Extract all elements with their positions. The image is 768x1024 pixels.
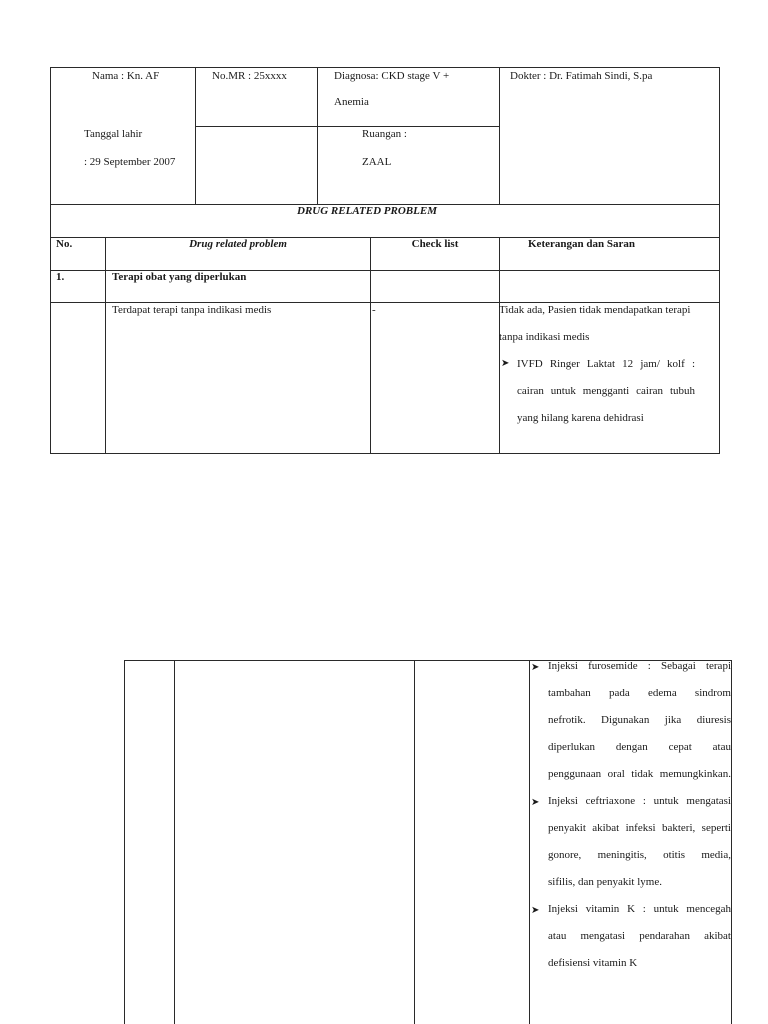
bullet-line: penyakit akibat infeksi bakteri, seperti bbox=[548, 822, 731, 834]
patient-name: Nama : Kn. AF bbox=[92, 70, 160, 82]
bullet-line: atau mengatasi pendarahan akibat bbox=[548, 930, 731, 942]
col-divider bbox=[174, 660, 175, 1024]
doctor: Dokter : Dr. Fatimah Sindi, S.pa bbox=[510, 70, 653, 82]
bullet-line: Injeksi vitamin K : untuk mencegah bbox=[548, 903, 731, 915]
col-header-no: No. bbox=[56, 238, 73, 250]
col-divider bbox=[414, 660, 415, 1024]
room-value: ZAAL bbox=[362, 156, 392, 168]
bullet-line: Injeksi ceftriaxone : untuk mengatasi bbox=[548, 795, 731, 807]
table-border-right bbox=[731, 660, 732, 1024]
birthdate-label: Tanggal lahir bbox=[84, 128, 143, 140]
col-divider bbox=[370, 237, 371, 454]
row-number: 1. bbox=[56, 271, 65, 283]
keterangan-line: tanpa indikasi medis bbox=[499, 331, 590, 343]
col-divider bbox=[529, 660, 530, 1024]
bullet-vitamin-k bbox=[548, 903, 731, 984]
table-border-right bbox=[719, 67, 720, 454]
problem-text: Terdapat terapi tanpa indikasi medis bbox=[112, 304, 272, 316]
keterangan-line: Tidak ada, Pasien tidak mendapatkan terapi bbox=[499, 304, 691, 316]
diagnosis-line1: Diagnosa: CKD stage V + bbox=[334, 70, 450, 82]
bullet-line: Injeksi furosemide : Sebagai terapi bbox=[548, 660, 731, 672]
drp-table bbox=[50, 67, 720, 454]
col-divider bbox=[195, 67, 196, 204]
bullet-line: sifilis, dan penyakit lyme. bbox=[548, 876, 662, 888]
birthdate-value: : 29 September 2007 bbox=[84, 156, 176, 168]
col-header-checklist: Check list bbox=[411, 238, 459, 250]
col-divider bbox=[105, 237, 106, 454]
bullet-arrow-icon: ➤ bbox=[501, 358, 510, 369]
bullet-furosemide bbox=[548, 660, 731, 795]
table-border-left bbox=[50, 67, 51, 454]
bullet-arrow-icon: ➤ bbox=[531, 905, 540, 916]
keterangan-bullet-line: cairan untuk mengganti cairan tubuh bbox=[517, 385, 695, 397]
diagnosis-line2: Anemia bbox=[334, 96, 369, 108]
bullet-line: nefrotik. Digunakan jika diuresis bbox=[548, 714, 731, 726]
bullet-line: diperlukan dengan cepat atau bbox=[548, 741, 731, 753]
checklist-value: - bbox=[372, 304, 376, 316]
table-border-left bbox=[124, 660, 125, 1024]
bullet-ceftriaxone bbox=[548, 795, 731, 903]
col-divider bbox=[499, 67, 500, 204]
bullet-arrow-icon: ➤ bbox=[531, 797, 540, 808]
col-divider bbox=[499, 237, 500, 454]
bullet-line: penggunaan oral tidak memungkinkan. bbox=[548, 768, 731, 780]
bullet-line: tambahan pada edema sindrom bbox=[548, 687, 731, 699]
section-title: DRUG RELATED PROBLEM bbox=[297, 205, 437, 217]
table-border-bottom bbox=[50, 453, 720, 454]
room-label: Ruangan : bbox=[362, 128, 407, 140]
col-header-problem: Drug related problem bbox=[189, 238, 287, 250]
keterangan-bullet-line: IVFD Ringer Laktat 12 jam/ kolf : bbox=[517, 358, 695, 370]
col-header-keterangan: Keterangan dan Saran bbox=[528, 238, 635, 250]
drp-table-continued bbox=[124, 660, 732, 1024]
keterangan-bullet-line: yang hilang karena dehidrasi bbox=[517, 412, 644, 424]
bullet-line: defisiensi vitamin K bbox=[548, 957, 638, 969]
row-title: Terapi obat yang diperlukan bbox=[112, 271, 247, 283]
row-divider bbox=[195, 126, 500, 127]
patient-mr: No.MR : 25xxxx bbox=[212, 70, 287, 82]
col-divider bbox=[317, 67, 318, 204]
bullet-arrow-icon: ➤ bbox=[531, 662, 540, 673]
bullet-line: gonore, meningitis, otitis media, bbox=[548, 849, 731, 861]
table-border-top bbox=[50, 67, 720, 68]
